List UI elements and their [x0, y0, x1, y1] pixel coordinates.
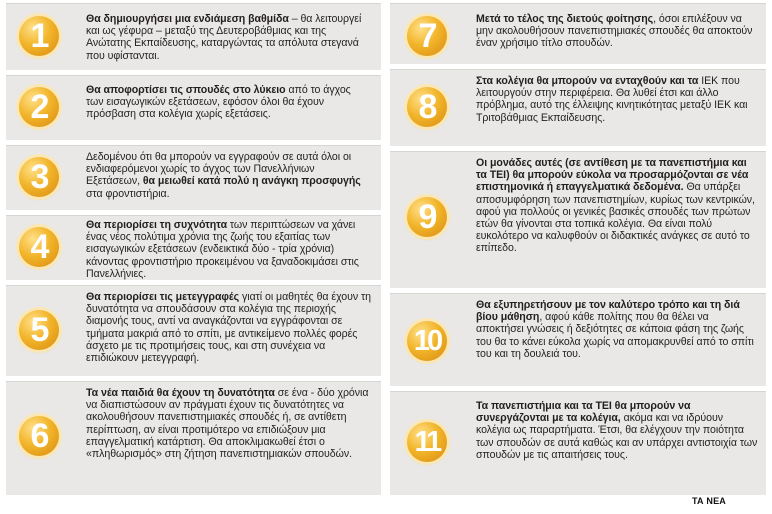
point-body: σε ένα - δύο χρόνια να διαπιστώσουν αν πράγματι έχουν τις δυνατότητες να ακολουθήσουν πανεπιστημιακές σπουδές ή, σε αντίθετη περίπτωση, αν είναι προτιμότερο να επιδιώξουν μια επαγγελματική κατάρτιση. Θα αποκλιμακωθεί έτσι ο «πληθωρισμός» στη ζήτηση πανεπιστημιακών σπουδών. [86, 387, 369, 461]
point-body: , όσοι επιλέξουν να μην ακολουθήσουν πανεπιστημιακές σπουδές θα αποκτούν έναν χρήσιμο τίτλο σπουδών. [476, 13, 753, 50]
point-text [86, 13, 371, 62]
number-badge: 3 [19, 157, 59, 197]
point-text [476, 299, 758, 360]
point-highlight: Θα περιορίσει τις μετεγγραφές [86, 291, 240, 303]
point-card-4 [6, 215, 381, 280]
number-badge: 10 [407, 321, 447, 361]
point-body: των περιπτώσεων να χάνει ένας νέος πολύτιμα χρόνια της ζωής του εξαιτίας των εισαγωγικών εξετάσεων (ενδεικτικά δύο - τρία χρόνια) κάνοντας φροντιστήριο προκειμένου να ξαναδοκιμάσει στις Πανελλήνιες. [86, 219, 359, 280]
point-highlight: Θα αποφορτίσει τις σπουδές στο λύκειο [86, 84, 286, 96]
point-text [86, 387, 371, 460]
point-highlight: Θα δημιουργήσει μια ενδιάμεση βαθμίδα [86, 13, 289, 25]
point-body: ακόμα και να ιδρύουν κολέγια ως παραρτήματα. Έτσι, θα ελέγχουν την ποιότητα των σπουδών σε αυτά καθώς και αν υπάρχει αντιστοιχία των σπουδών με τις απαιτήσεις τους. [476, 412, 758, 461]
point-text [476, 400, 758, 461]
point-highlight: Οι μονάδες αυτές (σε αντίθεση με τα πανεπιστήμια και τα ΤΕΙ) θα μπορούν εύκολα να προσαρμόζονται σε νέα επιστημονικά ή επαγγελματικά δεδομένα. [476, 157, 749, 194]
point-text [476, 157, 758, 255]
number-badge: 4 [19, 227, 59, 267]
point-body: από το άγχος των εισαγωγικών εξετάσεων, εφόσον όλοι θα έχουν πρόσβαση στα κολέγια χωρίς εξετάσεις. [86, 84, 351, 121]
point-text [86, 291, 371, 364]
point-text [86, 151, 371, 200]
number-badge: 1 [19, 16, 59, 56]
number-badge: 8 [407, 87, 447, 127]
point-card-9 [390, 151, 766, 288]
point-text [86, 219, 371, 280]
point-text [86, 84, 371, 121]
point-card-2 [6, 75, 381, 140]
point-highlight: Στα κολέγια θα μπορούν να ενταχθούν και τα [476, 75, 699, 87]
point-highlight: Θα εξυπηρετήσουν με τον καλύτερο τρόπο και τη διά βίου μάθηση [476, 299, 740, 324]
point-intro: Δεδομένου ότι θα μπορούν να εγγραφούν σε αυτά όλοι οι ενδιαφερόμενοι χωρίς το άγχος των Πανελλήνιων Εξετάσεων, [86, 151, 352, 188]
number-badge: 11 [407, 422, 447, 462]
point-card-6 [6, 381, 381, 495]
source-credit: ΤΑ ΝΕΑ [691, 496, 726, 506]
point-body: γιατί οι μαθητές θα έχουν τη δυνατότητα να σπουδάσουν στα κολέγια της περιοχής διαμονής τους, αντί να αναγκάζονται να εγγράφονται σε τμήματα μακριά από το σπίτι, με αντικείμενο πολλές φορές άσχετο με τις προτιμήσεις τους, και στη συνέχεια να επιδιώκουν μετεγγραφή. [86, 291, 371, 365]
point-card-3 [6, 145, 381, 210]
point-highlight: Θα περιορίσει τη συχνότητα [86, 219, 228, 231]
point-body: στα φροντιστήρια. [86, 187, 170, 200]
number-badge: 6 [19, 416, 59, 456]
point-highlight: Τα πανεπιστήμια και τα ΤΕΙ θα μπορούν να συνεργάζονται με τα κολέγια, [476, 400, 691, 425]
number-badge: 2 [19, 87, 59, 127]
point-body: ΙΕΚ που λειτουργούν στην περιφέρεια. Θα λυθεί έτσι και άλλο πρόβλημα, αυτό της έλλειψης κινητικότητας μεταξύ ΙΕΚ και Τριτοβάθμιας Εκπαίδευσης. [476, 75, 748, 124]
point-card-1 [6, 3, 381, 70]
number-badge: 5 [19, 310, 59, 350]
point-card-8 [390, 69, 766, 146]
point-text [476, 13, 758, 50]
point-card-5 [6, 285, 381, 376]
point-highlight: Τα νέα παιδιά θα έχουν τη δυνατότητα [86, 387, 275, 399]
point-highlight: θα μειωθεί κατά πολύ η ανάγκη προσφυγής [142, 175, 361, 188]
number-badge: 9 [407, 197, 447, 237]
point-highlight: Μετά το τέλος της διετούς φοίτησης [476, 13, 654, 25]
point-card-11 [390, 391, 766, 495]
point-card-10 [390, 293, 766, 386]
point-body: – θα λειτουργεί και ως γέφυρα – μεταξύ της Δευτεροβάθμιας και της Ανώτατης Εκπαίδευσης, καταργώντας τα απόλυτα στεγανά που υφίστανται. [86, 13, 362, 62]
point-card-7 [390, 3, 766, 64]
point-body: , αφού κάθε πολίτης που θα θέλει να αποκτήσει γνώσεις ή δεξιότητες σε κάποια φάση της ζωής του θα το κάνει εύκολα χωρίς να απομακρυνθεί από το σπίτι του και τη δουλειά του. [476, 311, 754, 360]
point-text [476, 75, 758, 124]
point-body: Θα υπάρξει αποσυμφόρηση των πανεπιστημίων, κυρίως των κεντρικών, αφού για πολλούς οι γενικές βασικές σπουδές των πρώτων ετών θα γίνονται στα τοπικά κολέγια. Θα είναι πολύ ευκολότερο να καλυφθούν οι διδακτικές ανάγκες σε αυτό το επίπεδο. [476, 181, 755, 255]
number-badge: 7 [407, 16, 447, 56]
